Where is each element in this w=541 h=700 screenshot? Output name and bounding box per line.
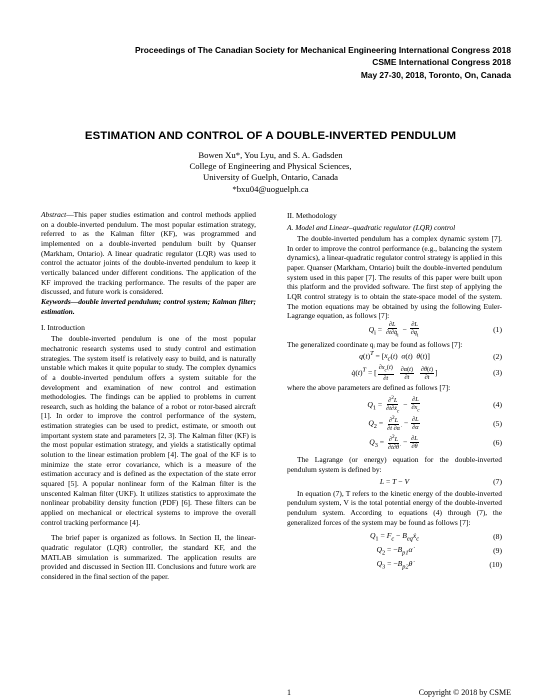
equation-number-3: (3) xyxy=(493,368,502,378)
copyright-notice: Copyright © 2018 by CSME xyxy=(418,688,511,697)
equation-number-4: (4) xyxy=(493,399,502,409)
methodology-paragraph-1: The double-inverted pendulum has a complex dynamic system [7]. In order to improve the control performance (e.g., balancing the system dynamics), a linear-quadratic regulator control strategy is applied in this paper. Quanser (Markham, Ontario) built the double-inverted pendulum system used in this paper [7]. The results of this paper were built upon this platform and the provided software. The first step of applying the LQR control strategy is to obtain the state-space model of the system. The motion equations may be obtained by using the following Euler-Lagrange equation, as follows [7]: xyxy=(287,234,502,321)
equation-2: $q(t)^T = [x_c(t)$ α(t) θ(t)] (2) xyxy=(359,349,502,363)
right-column xyxy=(287,210,502,572)
author-department: College of Engineering and Physical Sciences, xyxy=(189,161,352,172)
methodology-paragraph-2: The generalized coordinate qᵢ may be found as follows [7]: xyxy=(287,339,463,349)
author-names: Bowen Xu*, You Lyu, and S. A. Gadsden xyxy=(198,150,343,160)
author-block xyxy=(0,150,541,195)
introduction-paragraph-2: The brief paper is organized as follows. In Section II, the linear-quadratic regulator (LQR) controller, the standard KF, and the MATLAB simulation is summarized. The application results are provided and discussed in Section III. Conclusions and future work are considered in the final section of the paper. xyxy=(41,533,256,581)
equation-1: $Q_i$ = $\frac{\partial L}{\partial t\partial q̇_i}$ − $\frac{\partial L}{\partial q_i}$ (1) xyxy=(368,321,502,339)
author-university: University of Guelph, Ontario, Canada xyxy=(202,172,339,183)
equation-9: $Q_2$ = $-B_{p1}\alphȧ$ (9) xyxy=(376,544,502,557)
equation-10: $Q_3$ = $-B_{p2}\thetȧ$ (10) xyxy=(376,558,502,571)
keywords: Keywords—double inverted pendulum; control system; Kalman filter; estimation. xyxy=(41,296,256,316)
equation-number-5: (5) xyxy=(493,418,502,428)
methodology-paragraph-4: The Lagrange (or energy) equation for the double-inverted pendulum system is defined by: xyxy=(287,455,502,474)
equation-3: $q̇(t)^T$ = [ $\frac{\partial x_c(t)}{\partial t}$ $\frac{\partial\alpha(t)}{\partial t}$ $\frac{\partial\theta(t)}{\partial t}$ ] (3) xyxy=(351,363,502,383)
equation-number-8: (8) xyxy=(493,532,502,542)
methodology-paragraph-3: where the above parameters are defined as follows [7]: xyxy=(287,382,451,392)
equation-number-10: (10) xyxy=(489,560,502,570)
abstract xyxy=(41,210,256,297)
left-column xyxy=(41,210,256,582)
introduction-paragraph-1: The double-inverted pendulum is one of the most popular mechatronic research systems used to study control and estimation strategies. The system itself is relatively easy to build, and is naturally unstable which makes it quite popular to study. The complex dynamics of a double-inverted pendulum offers a system suitable for the development and examination of new control and estimation methodologies. The findings can be applied to problems in current research, such as holding the balance of a robot or rotor-based aircraft [1]. In order to improve the control performance of the system, estimation strategies can be used to predict, estimate, or smooth out important system state and parameters [2, 3]. The Kalman filter (KF) is the most popular estimation strategy, and yields a statistically optimal solution to the linear estimation problem [4]. The goal of the KF is to minimize the state error covariance, which is a measure of the estimation accuracy and is defined as the expectation of the state error squared [5]. A popular nonlinear form of the Kalman filter is the unscented Kalman filter (UKF). It utilizes statistics to approximate the nonlinear probability density function (PDF) [6]. These filters can be applied on mechanical or electrical systems to improve the overall control tracking performance [4]. xyxy=(41,334,256,527)
conference-header xyxy=(91,44,511,81)
equation-number-2: (2) xyxy=(493,351,502,361)
equation-6: $Q_3$ = $\frac{\partial^2L}{\partial t\partial\thetȧ}$ − $\frac{\partial L}{\partial\theta}$ (6) xyxy=(369,434,502,452)
methodology-paragraph-5: In equation (7), T refers to the kinetic energy of the double-inverted pendulum system, V is the total potential energy of the double-inverted pendulum system. According to equations (4) through (7), the generalized forces of the system may be found as follows [7]: xyxy=(287,488,502,527)
conference-line-3: May 27-30, 2018, Toronto, On, Canada xyxy=(360,69,511,80)
conference-line-1: Proceedings of The Canadian Society for Mechanical Engineering International Congress 2018 xyxy=(134,45,511,55)
subsection-heading-model-lqr: A. Model and Linear–quadratic regulator (LQR) control xyxy=(287,223,456,232)
equation-8: $Q_1 = F_c$ − $B_{eq}ẋ_c$ (8) xyxy=(369,530,502,543)
section-heading-introduction: I. Introduction xyxy=(41,323,85,333)
equation-4: $Q_1$ = $\frac{\partial^2L}{\partial t\partial ẋ_c}$ − $\frac{\partial L}{\partial x_c}$ (4) xyxy=(367,394,502,414)
page-number: 1 xyxy=(287,688,291,697)
equation-7: L = T − V (7) xyxy=(379,476,502,486)
author-email[interactable]: *bxu04@uoguelph.ca xyxy=(232,183,309,194)
equation-number-9: (9) xyxy=(493,546,502,556)
abstract-label: Abstract xyxy=(41,210,67,219)
section-heading-methodology: II. Methodology xyxy=(287,211,337,220)
equation-5: $Q_2$ = $\frac{\partial^2L}{\partial t \partial\alphȧ}$ − $\frac{\partial L}{\partial\alpha}$ (5) xyxy=(368,415,502,433)
paper-title: ESTIMATION AND CONTROL OF A DOUBLE-INVERTED PENDULUM xyxy=(84,130,457,142)
equation-number-7: (7) xyxy=(493,476,502,486)
equation-number-1: (1) xyxy=(493,325,502,335)
equation-number-6: (6) xyxy=(493,437,502,447)
abstract-text: —This paper studies estimation and control methods applied on a double-inverted pendulum. The most popular estimation strategy, referred to as the Kalman filter (KF), was programmed and implemented on a double-inverted pendulum built by Quanser (Markham, Ontario). A linear quadratic regulator (LQR) was used to control the actuator joints of the double-inverted pendulum to keep it vertically balanced under different conditions. The application of the KF improved the tracking performance. The results of the paper are discussed, and future work is considered. xyxy=(41,210,256,297)
conference-line-2: CSME International Congress 2018 xyxy=(372,57,511,68)
